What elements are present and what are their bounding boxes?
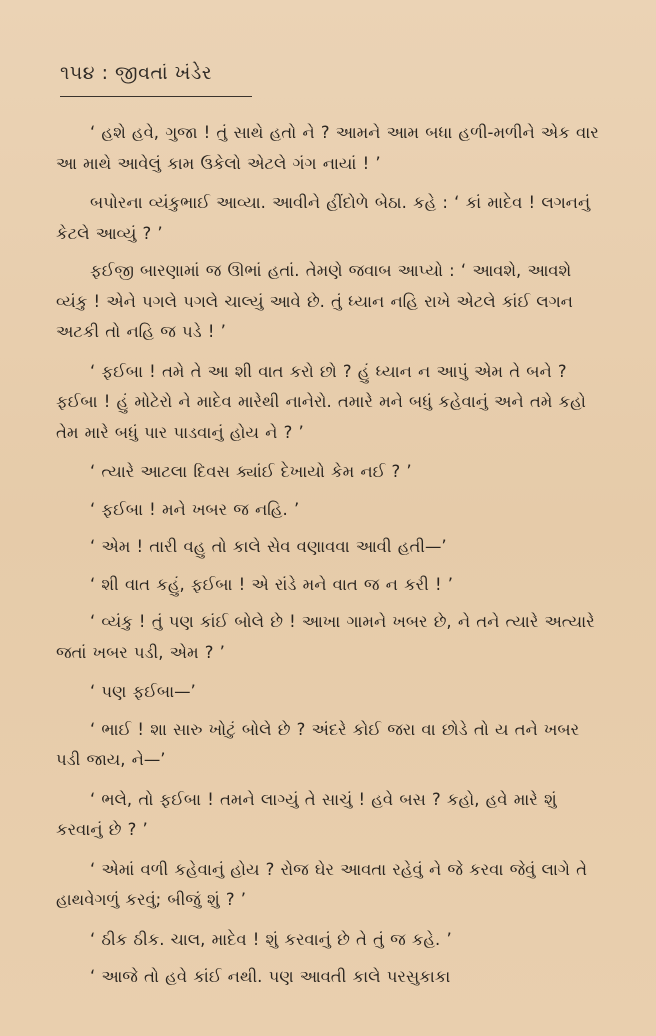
running-header: ૧૫૪ : જીવતાં ખંડેર bbox=[60, 62, 213, 84]
paragraph: ‘ એમ ! તારી વહુ તો કાલે સેવ વણાવવા આવી હતી—’ bbox=[90, 537, 447, 556]
paragraph: ‘ હશે હવે, ગુજા ! તું સાથે હતો ને ? આમને આમ બધા હળી-મળીને એક વાર આ માથે આવેલું કામ ઉકેલો એટલે ગંગ નાયાં ! ’ bbox=[56, 123, 599, 173]
paragraph: ‘ ભલે, તો ફઈબા ! તમને લાગ્યું તે સાચું ! હવે બસ ? કહો, હવે મારે શું કરવાનું છે ? ’ bbox=[56, 789, 557, 839]
paragraph: ‘ વ્યંકુ ! તું પણ કાંઈ બોલે છે ! આખા ગામને ખબર છે, ને તને ત્યારે અત્યારે જતાં ખબર પડી, એમ ? ’ bbox=[56, 612, 595, 662]
paragraph: ફઈજી બારણામાં જ ઊભાં હતાં. તેમણે જવાબ આપ્યો : ‘ આવશે, આવશે વ્યંકુ ! એને પગલે પગલે ચાલ્યું આવે છે. તું ધ્યાન નહિ રાખે એટલે કાંઈ લગન અટકી તો નહિ જ પડે ! ’ bbox=[56, 261, 573, 341]
paragraph: ‘ શી વાત કહું, ફઈબા ! એ રાંડે મને વાત જ ન કરી ! ’ bbox=[90, 574, 453, 594]
header-rule bbox=[60, 96, 252, 97]
paragraph: ‘ ઠીક ઠીક. ચાલ, માદેવ ! શું કરવાનું છે તે તું જ કહે. ’ bbox=[90, 929, 452, 949]
paragraph: ‘ પણ ફઈબા—’ bbox=[90, 682, 196, 701]
paragraph: ‘ આજે તો હવે કાંઈ નથી. પણ આવતી કાલે પરસુકાકા bbox=[90, 967, 451, 986]
paragraph: બપોરના વ્યંકુભાઈ આવ્યા. આવીને હીંદોળે બેઠા. કહે : ‘ કાં માદેવ ! લગનનું કેટલે આવ્યું ? ’ bbox=[56, 193, 591, 243]
paragraph: ‘ ભાઈ ! શા સારુ ખોટું બોલે છે ? અંદરે કોઈ જરા વા છોડે તો ય તને ખબર પડી જાય, ને—’ bbox=[56, 719, 580, 769]
paragraph: ‘ ત્યારે આટલા દિવસ ક્યાંઈ દેખાયો કેમ નઈ ? ’ bbox=[90, 462, 412, 481]
paragraph: ‘ એમાં વળી કહેવાનું હોય ? રોજ ઘેર આવતા રહેવું ને જે કરવા જેવું લાગે તે હાથવેગળું કરવું; બીજું શું ? ’ bbox=[56, 859, 587, 909]
paragraph: ‘ ફઈબા ! તમે તે આ શી વાત કરો છો ? હું ધ્યાન ન આપું એમ તે બને ? ફઈબા ! હું મોટેરો ને માદેવ મારેથી નાનેરો. તમારે મને બધું કહેવાનું અને તમે કહો તેમ મારે બધું પાર પાડવાનું હોય ને ? ’ bbox=[56, 361, 586, 442]
paragraph: ‘ ફઈબા ! મને ખબર જ નહિ. ’ bbox=[90, 499, 300, 519]
body-text bbox=[56, 118, 604, 1000]
